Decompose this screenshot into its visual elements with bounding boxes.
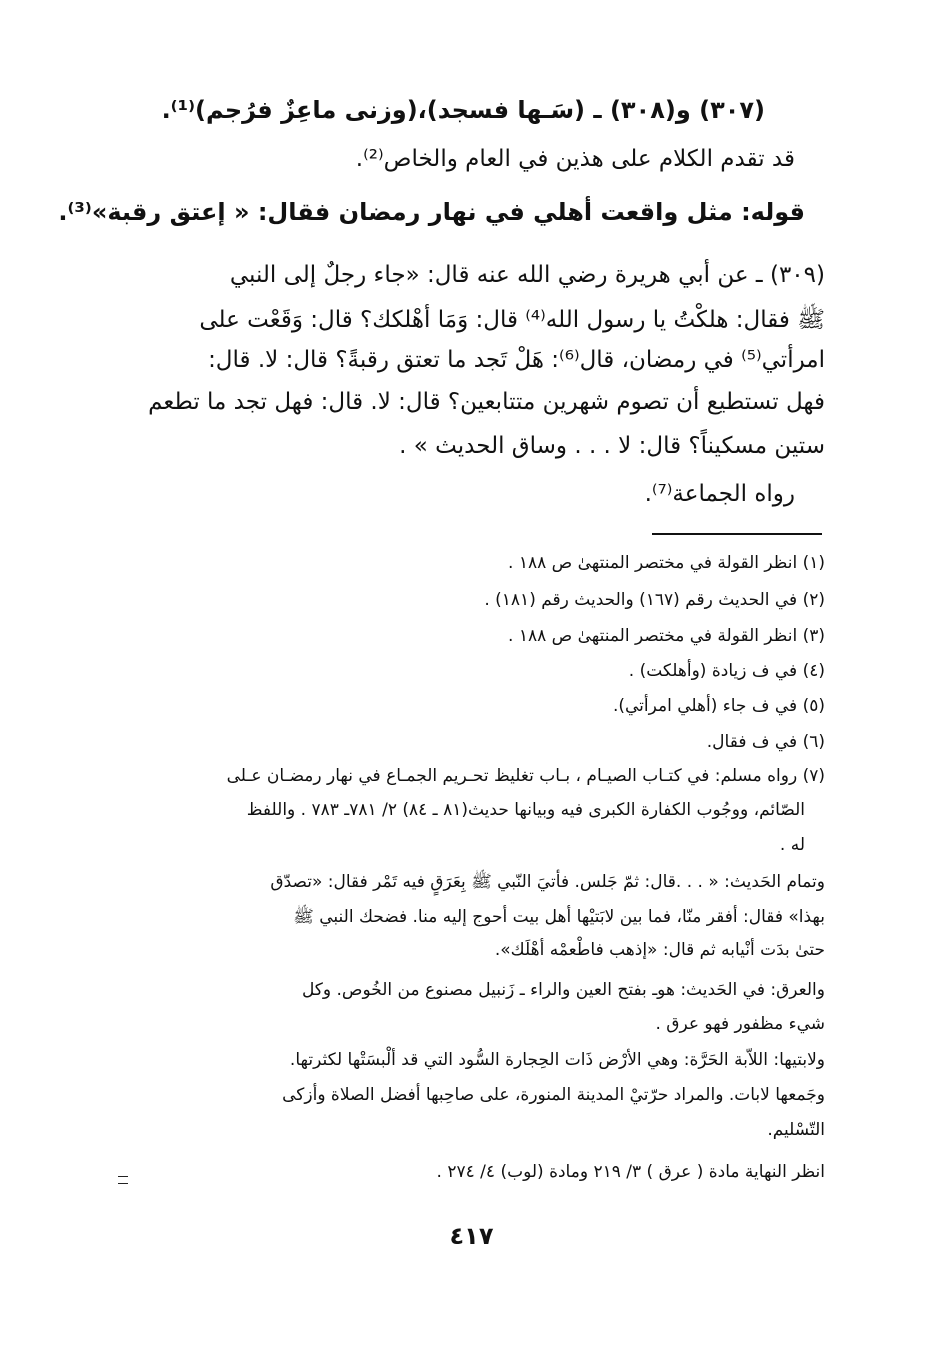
footnote-line: (٢) في الحديث رقم (١٦٧) والحديث رقم (١٨١) . [484, 590, 825, 610]
footnote-line: له . [779, 835, 805, 855]
footnote-line: (٥) في ف جاء (أهلي امرأتي). [612, 696, 825, 716]
footnote-line: حتىٰ بدَت أنْيابه ثم قال: «إذهب فاطْعمْه أهْلَك». [494, 940, 825, 960]
footnote-line: (٣) انظر القولة في مختصر المنتهىٰ ص ١٨٨ . [508, 626, 825, 646]
footnote-line: وتمام الحَديث: « . . .قال: ثمّ جَلس. فأتيَ النّبي ﷺ بِعَرَقٍ فيه تَمْر فقال: «تصدّق [270, 872, 825, 892]
footnote-line: (٤) في ف زيادة (وأهلكت) . [628, 661, 825, 681]
narration-line: رواه الجماعة⁽⁷⁾. [644, 481, 795, 507]
footnote-line: (٧) رواه مسلم: في كتـاب الصيـام ، بـاب تغليظ تحـريم الجمـاع في نهار رمضـان عـلى [226, 766, 825, 786]
footnote-line: الصّائم، ووجُوب الكفارة الكبرى فيه وبيانها حديث(٨١ ـ ٨٤) ٢/ ٧٨١ـ ٧٨٣ . واللفظ [246, 800, 805, 820]
hadith-line: فهل تستطيع أن تصوم شهرين متتابعين؟ قال: لا. قال: فهل تجد ما تطعم [148, 389, 825, 415]
footnote-line: شيء مظفور فهو عرق . [655, 1014, 825, 1034]
margin-mark [118, 1176, 128, 1184]
footnote-line: بهذا» فقال: أفقر منّا، فما بين لابَتيْها أهل بيت أحوج إليه منا. فضحك النبي ﷺ [293, 907, 825, 927]
heading-line-307-308: (٣٠٧) و(٣٠٨) ـ (سَـها فسجد)،(وزنى ماعِزٌ فرُجم)⁽¹⁾. [161, 96, 765, 124]
hadith-line: امرأتي⁽⁵⁾ في رمضان، قال⁽⁶⁾: هَلْ تَجد ما تعتق رقبةً؟ قال: لا. قال: [208, 347, 825, 373]
footnote-separator [652, 533, 822, 535]
hadith-line: (٣٠٩) ـ عن أبي هريرة رضي الله عنه قال: «جاء رجلٌ إلى النبي [229, 262, 825, 288]
page-number: ٤١٧ [449, 1222, 494, 1250]
footnote-line: (٦) في ف فقال. [706, 732, 825, 752]
hadith-line: ستين مسكيناً؟ قال: لا . . . وساق الحديث » . [399, 433, 825, 459]
hadith-line: ﷺ فقال: هلكْتُ يا رسول الله⁽⁴⁾ قال: وَمَا أهْلكك؟ قال: وَقَعْت على [199, 307, 825, 333]
footnote-line: انظر النهاية مادة ( عرق ) ٣/ ٢١٩ ومادة (لوب) ٤/ ٢٧٤ . [436, 1162, 825, 1182]
footnote-line: ولابتيها: اللاّبة الحَرَّة: وهي الأرْض ذَات الحِجارة السُّود التي قد ألْبسَتْها لكثرتها. [289, 1050, 825, 1070]
footnote-line: التّسْليم. [767, 1120, 825, 1140]
footnote-line: وجَمعها لابات. والمراد حرّتيْ المدينة المنورة، على صاحِبها أفضل الصلاة وأزكى [282, 1085, 825, 1105]
footnote-line: (١) انظر القولة في مختصر المنتهىٰ ص ١٨٨ . [508, 553, 825, 573]
text-line-review: قد تقدم الكلام على هذين في العام والخاص⁽²⁾. [355, 146, 795, 172]
footnote-line: والعرق: في الحَديث: هوـ بفتح العين والراء ـ زَنبيل مصنوع من الخُوص. وكل [301, 980, 825, 1000]
heading-line-qawluh: قوله: مثل واقعت أهلي في نهار رمضان فقال: « إعتق رقبة»⁽³⁾. [58, 198, 805, 226]
